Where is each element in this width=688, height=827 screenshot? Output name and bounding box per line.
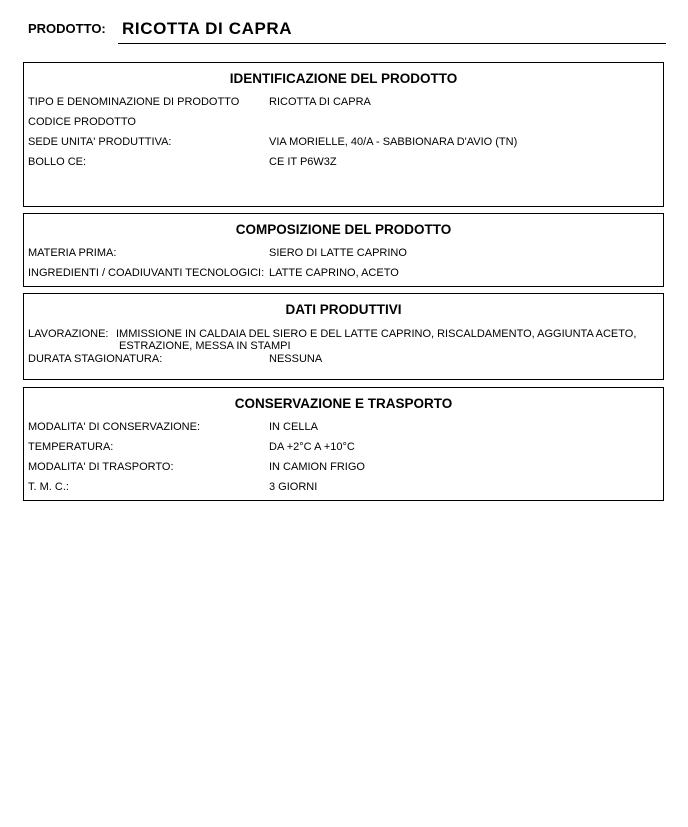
field-value: RICOTTA DI CAPRA	[269, 96, 371, 108]
table-row	[24, 113, 663, 133]
table-row	[24, 324, 663, 350]
field-label: MODALITA' DI CONSERVAZIONE:	[28, 421, 201, 433]
table-row	[24, 418, 663, 438]
product-header	[28, 16, 666, 46]
field-value: VIA MORIELLE, 40/A - SABBIONARA D'AVIO (TN)	[269, 136, 518, 148]
field-value: 3 GIORNI	[269, 481, 318, 493]
section-title: IDENTIFICAZIONE DEL PRODOTTO	[229, 71, 458, 86]
header-underline	[118, 43, 666, 44]
value-line: IMMISSIONE IN CALDAIA DEL SIERO E DEL LATTE CAPRINO, RISCALDAMENTO, AGGIUNTA ACETO,	[116, 328, 637, 340]
product-name: RICOTTA DI CAPRA	[122, 19, 293, 38]
field-label: MODALITA' DI TRASPORTO:	[28, 461, 174, 473]
section-title: COMPOSIZIONE DEL PRODOTTO	[235, 222, 452, 237]
field-label: MATERIA PRIMA:	[28, 247, 117, 259]
section-dati-produttivi	[23, 293, 664, 380]
product-label: PRODOTTO:	[28, 21, 106, 36]
field-value	[116, 328, 656, 352]
section-title: DATI PRODUTTIVI	[285, 302, 402, 317]
field-label: BOLLO CE:	[28, 156, 87, 168]
field-value: IN CELLA	[269, 421, 318, 433]
field-value: NESSUNA	[269, 353, 323, 365]
field-label: TEMPERATURA:	[28, 441, 114, 453]
field-value: LATTE CAPRINO, ACETO	[269, 267, 399, 279]
table-row	[24, 93, 663, 113]
field-label: TIPO E DENOMINAZIONE DI PRODOTTO	[28, 96, 240, 108]
field-label: CODICE PRODOTTO	[28, 116, 136, 128]
section-composizione	[23, 213, 664, 287]
field-label: SEDE UNITA' PRODUTTIVA:	[28, 136, 172, 148]
field-value: IN CAMION FRIGO	[269, 461, 365, 473]
field-label: LAVORAZIONE:	[28, 328, 109, 340]
table-row	[24, 264, 663, 284]
table-row	[24, 133, 663, 153]
field-label: INGREDIENTI / COADIUVANTI TECNOLOGICI:	[28, 267, 265, 279]
section-title: CONSERVAZIONE E TRASPORTO	[234, 396, 453, 411]
field-value: DA +2°C A +10°C	[269, 441, 355, 453]
table-row	[24, 350, 663, 370]
field-value: SIERO DI LATTE CAPRINO	[269, 247, 407, 259]
table-row	[24, 244, 663, 264]
section-conservazione	[23, 387, 664, 501]
table-row	[24, 478, 663, 498]
table-row	[24, 458, 663, 478]
field-label: DURATA STAGIONATURA:	[28, 353, 163, 365]
table-row	[24, 438, 663, 458]
value-line: ESTRAZIONE, MESSA IN STAMPI	[119, 340, 291, 352]
section-identificazione	[23, 62, 664, 207]
field-value: CE IT P6W3Z	[269, 156, 337, 168]
field-label: T. M. C.:	[28, 481, 69, 493]
table-row	[24, 153, 663, 173]
